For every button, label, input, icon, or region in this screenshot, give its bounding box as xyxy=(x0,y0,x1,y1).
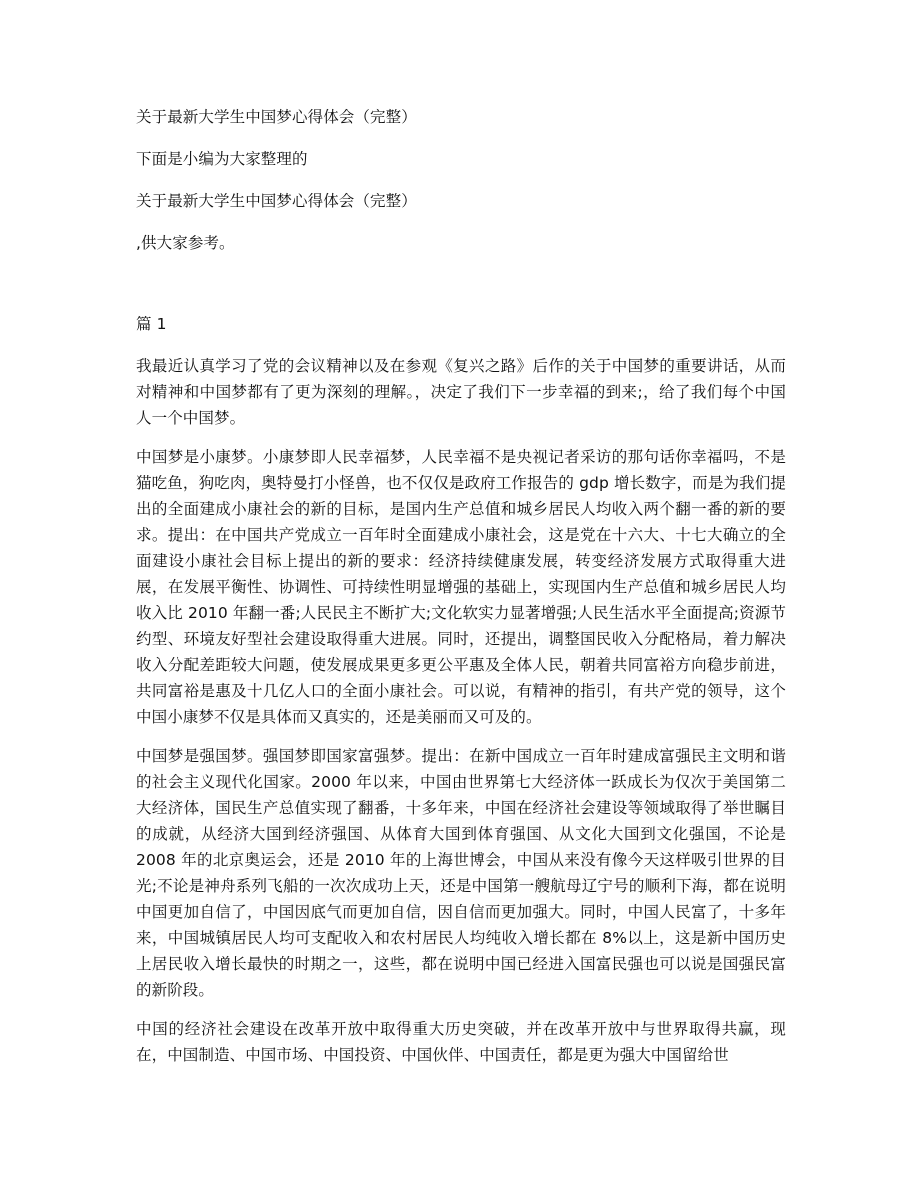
section-heading: 篇 1 xyxy=(136,315,167,333)
paragraph-4: 中国的经济社会建设在改革开放中取得重大历史突破，并在改革开放中与世界取得共赢，现在，中国制造、中国市场、中国投资、中国伙伴、中国责任，都是更为强大中国留给世 xyxy=(136,1020,786,1064)
paragraph-2: 中国梦是小康梦。小康梦即人民幸福梦，人民幸福不是央视记者采访的那句话你幸福吗，不是猫吃鱼，狗吃肉，奥特曼打小怪兽，也不仅仅是政府工作报告的 gdp 增长数字，而是为我们提出的全面建成小康社会的新的目标，是国内生产总值和城乡居民人均收入两个翻一番的新的要求。提出：在中国共产党成立一百年时全面建成小康社会，这是党在十六大、十七大确立的全面建设小康社会目标上提出的新的要求：经济持续健康发展，转变经济发展方式取得重大进展，在发展平衡性、协调性、可持续性明显增强的基础上，实现国内生产总值和城乡居民人均收入比 2010 年翻一番;人民民主不断扩大;文化软实力显著增强;人民生活水平全面提高;资源节约型、环境友好型社会建设取得重大进展。同时，还提出，调整国民收入分配格局，着力解决收入分配差距较大问题，使发展成果更多更公平惠及全体人民，朝着共同富裕方向稳步前进，共同富裕是惠及十几亿人口的全面小康社会。可以说，有精神的指引，有共产党的领导，这个中国小康梦不仅是具体而又真实的，还是美丽而又可及的。 xyxy=(136,448,786,726)
paragraph-3: 中国梦是强国梦。强国梦即国家富强梦。提出：在新中国成立一百年时建成富强民主文明和谐的社会主义现代化国家。2000 年以来，中国由世界第七大经济体一跃成长为仅次于美国第二大经济体，国民生产总值实现了翻番，十多年来，中国在经济社会建设等领域取得了举世瞩目的成就，从经济大国到经济强国、从体育大国到体育强国、从文化大国到文化强国，不论是 2008 年的北京奥运会，还是 2010 年的上海世博会，中国从来没有像今天这样吸引世界的目光;不论是神舟系列飞船的一次次成功上天，还是中国第一艘航母辽宁号的顺利下海，都在说明中国更加自信了，中国因底气而更加自信，因自信而更加强大。同时，中国人民富了，十多年来，中国城镇居民人均可支配收入和农村居民人均纯收入增长都在 8%以上，这是新中国历史上居民收入增长最快的时期之一，这些，都在说明中国已经进入国富民强也可以说是国强民富的新阶段。 xyxy=(136,747,786,999)
closing-text: ,供大家参考。 xyxy=(136,234,235,252)
document-body xyxy=(136,104,786,1081)
document-title-repeat: 关于最新大学生中国梦心得体会（完整） xyxy=(136,192,417,210)
paragraph-1: 我最近认真学习了党的会议精神以及在参观《复兴之路》后作的关于中国梦的重要讲话，从而对精神和中国梦都有了更为深刻的理解。，决定了我们下一步幸福的到来;，给了我们每个中国人一个中国梦。 xyxy=(136,357,786,427)
intro-text: 下面是小编为大家整理的 xyxy=(136,150,308,168)
document-title: 关于最新大学生中国梦心得体会（完整） xyxy=(136,108,417,126)
